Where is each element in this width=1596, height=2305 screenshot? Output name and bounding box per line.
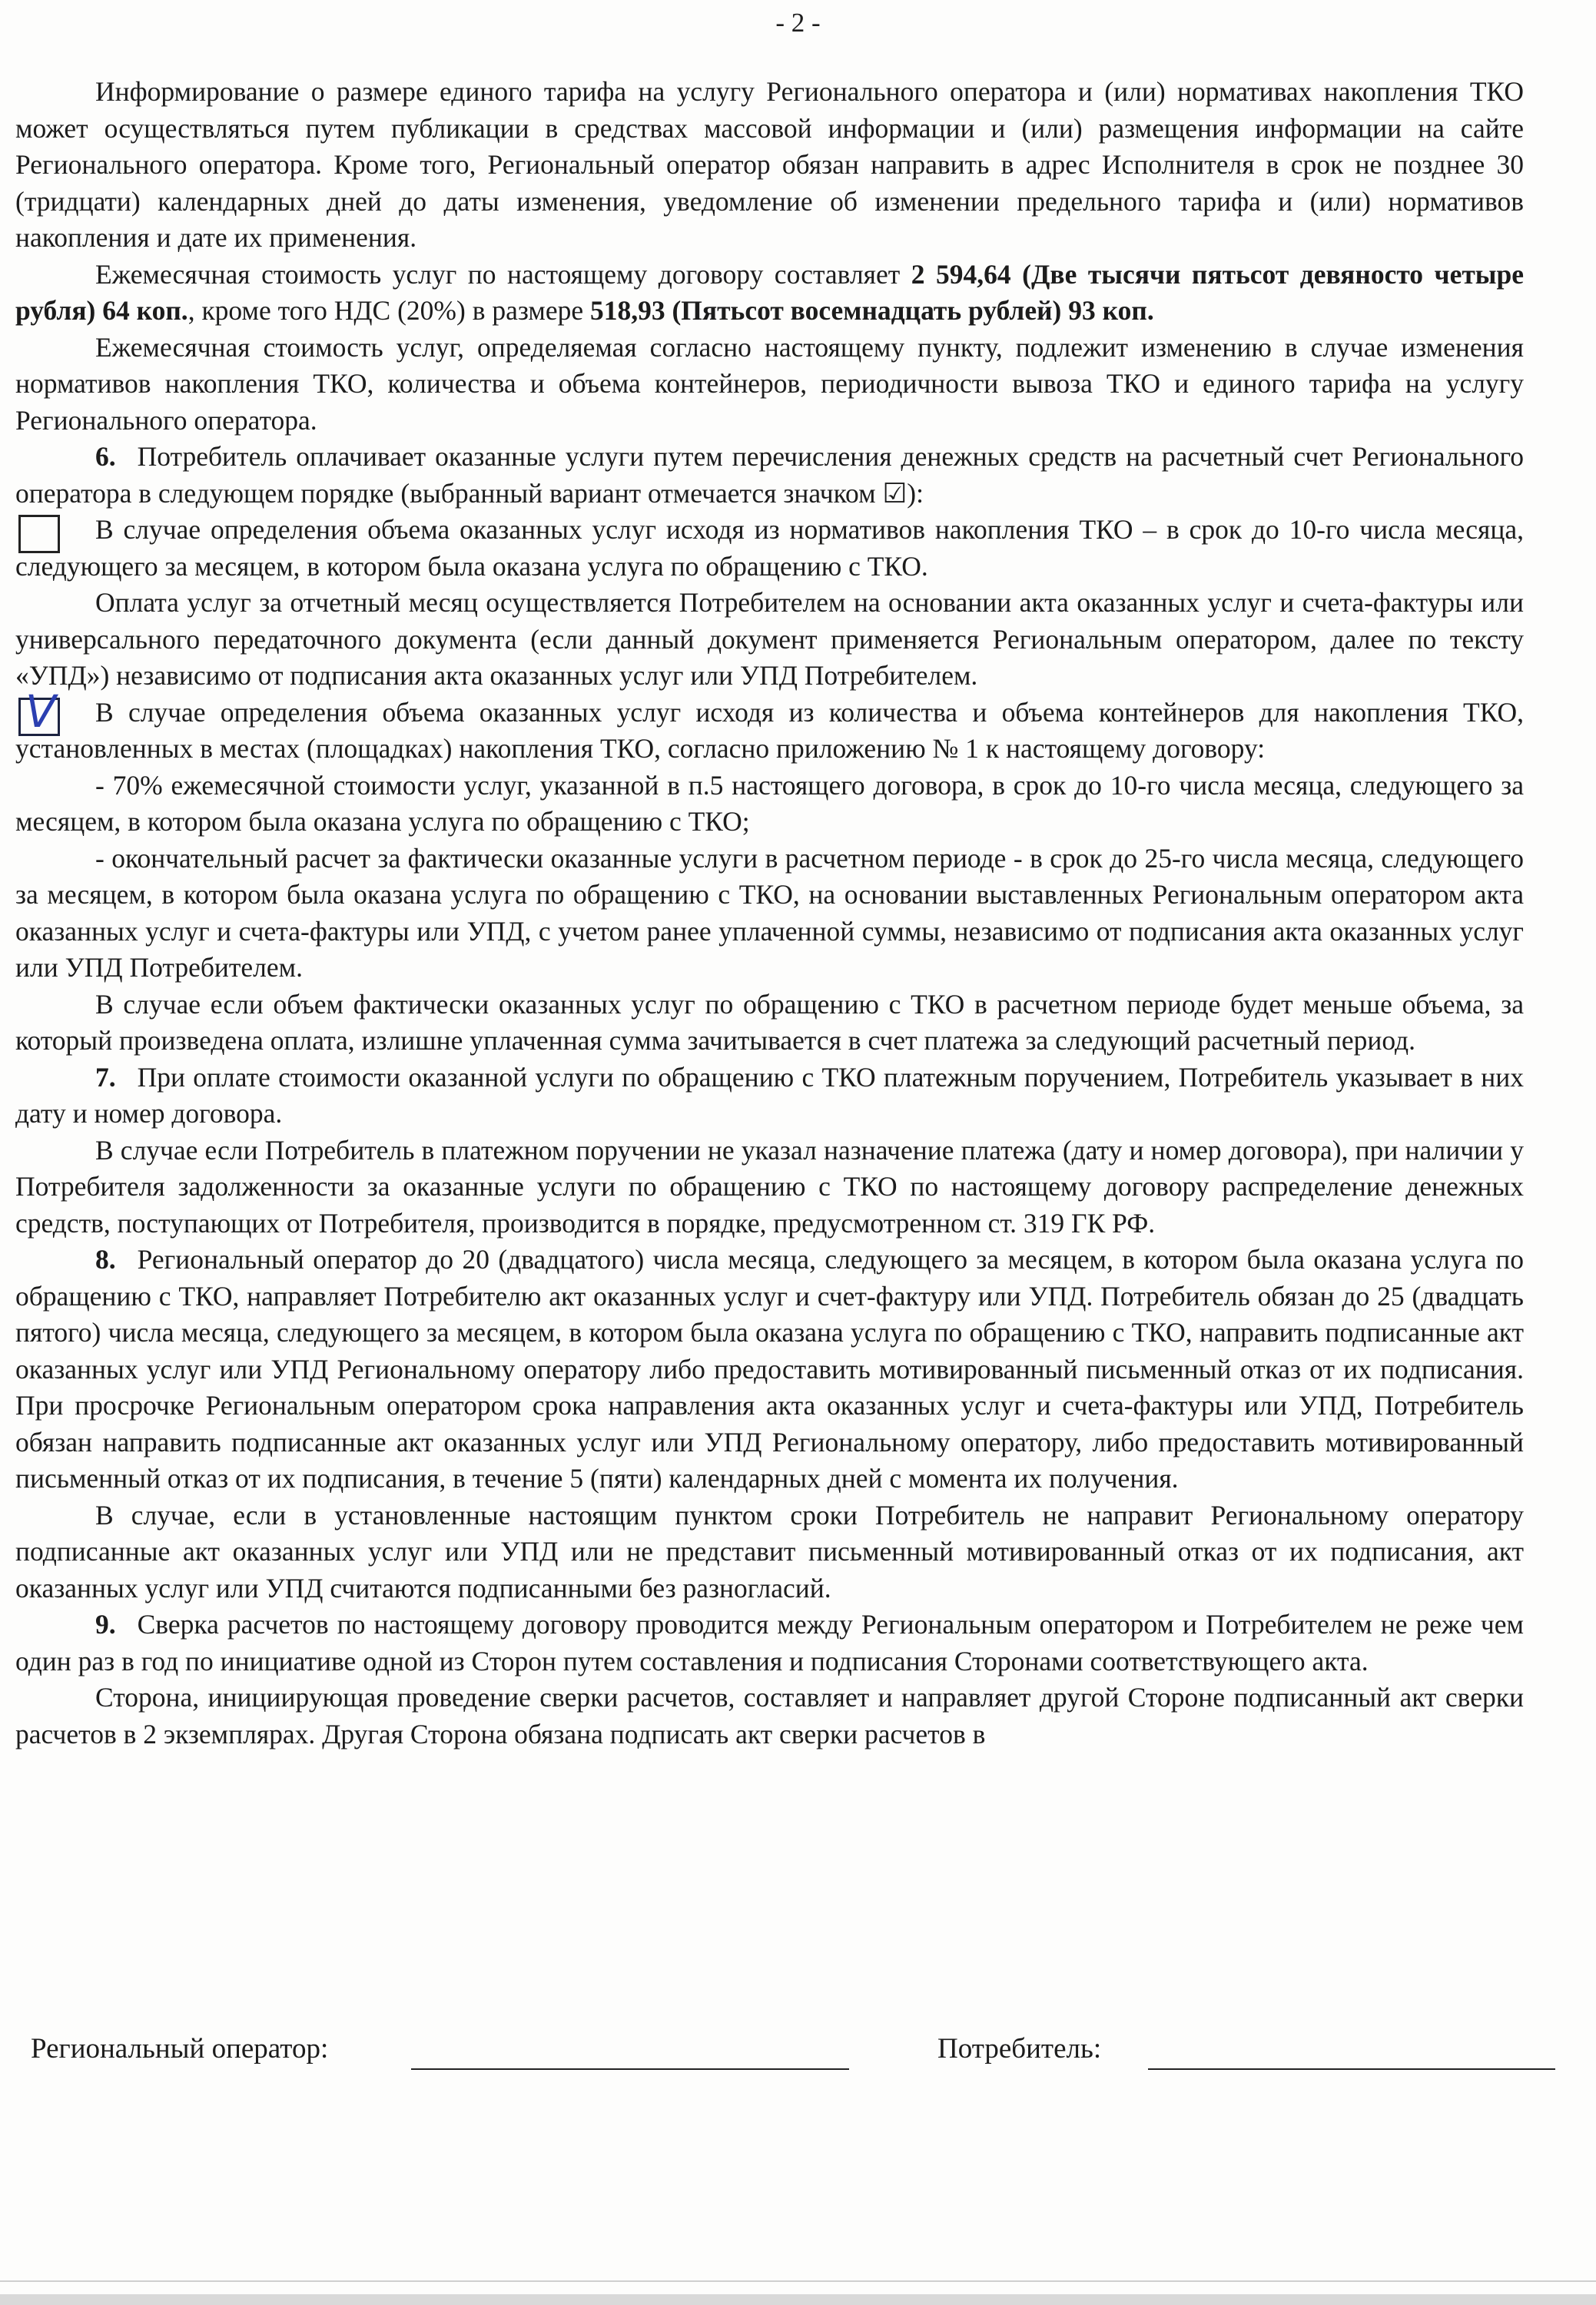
clause-6-number: 6. <box>95 441 116 472</box>
consumer-signature-line[interactable] <box>1148 2068 1555 2070</box>
option-containers <box>15 685 1524 768</box>
paragraph-overpayment: В случае если объем фактически оказанных услуг по обращению с ТКО в расчетном периоде будет меньше объема, за который произведена оплата, излишне уплаченная сумма зачитывается в счет платежа за следующий расчетный период. <box>15 988 1524 1056</box>
option-containers-text: В случае определения объема оказанных услуг исходя из количества и объема контейнеров для накопления ТКО, установленных в местах (площадках) накопления ТКО, согласно приложению № 1 к настоящему договору: <box>15 696 1524 764</box>
option-containers-item-1: - 70% ежемесячной стоимости услуг, указанной в п.5 настоящего договора, в срок до 10-го числа месяца, следующего за месяцем, в котором была оказана услуга по обращению с ТКО; <box>15 769 1524 837</box>
vat-text: , кроме того НДС (20%) в размере <box>187 295 590 326</box>
clause-9-number: 9. <box>95 1609 116 1640</box>
scan-edge <box>0 2294 1596 2305</box>
clause-9 <box>15 1607 1524 1680</box>
paragraph-tariff-info: Информирование о размере единого тарифа на услугу Регионального оператора и (или) нормативах накопления ТКО может осуществляться путем публикации в средствах массовой информации и (или) размещения информации на сайте Регионального оператора. Кроме того, Региональный оператор обязан направить в адрес Исполнителя в срок не позднее 30 (тридцати) календарных дней до даты изменения, уведомление об изменении предельного тарифа и (или) нормативов накопления и дате их применения. <box>15 76 1524 253</box>
document-body <box>15 74 1524 1753</box>
option-norms <box>15 512 1524 585</box>
paragraph-cost-change: Ежемесячная стоимость услуг, определяемая согласно настоящему пункту, подлежит изменению в случае изменения нормативов накопления ТКО, количества и объема контейнеров, периодичности вывоза ТКО и единого тарифа на услугу Регионального оператора. <box>15 331 1524 436</box>
paragraph-payment-basis: Оплата услуг за отчетный месяц осуществляется Потребителем на основании акта оказанных услуг и счета-фактуры или универсального передаточного документа (если данный документ применяется Региональным оператором, далее по тексту «УПД») независимо от подписания акта оказанных услуг или УПД Потребителем. <box>15 587 1524 691</box>
clause-6 <box>15 439 1524 512</box>
clause-7 <box>15 1060 1524 1133</box>
option-norms-checkbox[interactable] <box>18 515 60 553</box>
clause-7-text: При оплате стоимости оказанной услуги по обращению с ТКО платежным поручением, Потребитель указывает в них дату и номер договора. <box>15 1061 1524 1129</box>
option-containers-checkbox[interactable] <box>18 685 60 738</box>
operator-signature-label: Региональный оператор: <box>31 2033 329 2065</box>
paragraph-payment-distribution: В случае если Потребитель в платежном поручении не указал назначение платежа (дату и номер договора), при наличии у Потребителя задолженности за оказанные услуги по обращению с ТКО по настоящему договору распределение денежных средств, поступающих от Потребителя, производится в порядке, предусмотренном ст. 319 ГК РФ. <box>15 1134 1524 1239</box>
consumer-signature-label: Потребитель: <box>937 2033 1102 2065</box>
paragraph-monthly-cost <box>15 257 1524 330</box>
clause-8 <box>15 1242 1524 1497</box>
clause-8-text: Региональный оператор до 20 (двадцатого) числа месяца, следующего за месяцем, в котором была оказана услуга по обращению с ТКО, направляет Потребителю акт оказанных услуг и счет-фактуру или УПД. Потребитель обязан до 25 (двадцать пятого) числа месяца, следующего за месяцем, в котором была оказана услуга по обращению с ТКО, направить подписанные акт оказанных услуг или УПД Региональному оператору либо предоставить мотивированный письменный отказ от их подписания. При просрочке Региональным оператором срока направления акта оказанных услуг и счета-фактуры или УПД, Потребитель обязан направить подписанные акт оказанных услуг или УПД Региональному оператору, либо предоставить мотивированный письменный отказ от их подписания, в течение 5 (пяти) календарных дней с момента их получения. <box>15 1244 1524 1494</box>
clause-7-number: 7. <box>95 1061 116 1093</box>
handwritten-check-mark: V <box>25 685 56 738</box>
clause-8-number: 8. <box>95 1244 116 1275</box>
page-number: - 2 - <box>775 8 821 38</box>
operator-signature-line[interactable] <box>411 2068 849 2070</box>
paragraph-reconciliation: Сторона, инициирующая проведение сверки расчетов, составляет и направляет другой Стороне подписанный акт сверки расчетов в 2 экземплярах. Другая Сторона обязана подписать акт сверки расчетов в <box>15 1682 1524 1749</box>
scan-edge-line <box>0 2280 1596 2282</box>
monthly-cost-text: Ежемесячная стоимость услуг по настоящему договору составляет <box>95 258 911 290</box>
paragraph-deemed-signed: В случае, если в установленные настоящим пунктом сроки Потребитель не направит Региональному оператору подписанные акт оказанных услуг или УПД или не представит письменный мотивированный отказ от их подписания, акт оказанных услуг или УПД считаются подписанными без разногласий. <box>15 1499 1524 1604</box>
clause-6-text: Потребитель оплачивает оказанные услуги путем перечисления денежных средств на расчетный счет Регионального оператора в следующем порядке (выбранный вариант отмечается значком ☑): <box>15 441 1524 509</box>
clause-9-text: Сверка расчетов по настоящему договору проводится между Региональным оператором и Потребителем не реже чем один раз в год по инициативе одной из Сторон путем составления и подписания Сторонами соответствующего акта. <box>15 1609 1524 1677</box>
vat-amount: 518,93 (Пятьсот восемнадцать рублей) 93 коп. <box>589 295 1154 326</box>
option-containers-item-2: - окончательный расчет за фактически оказанные услуги в расчетном периоде - в срок до 25-го числа месяца, следующего за месяцем, в котором была оказана услуга по обращению с ТКО, на основании выставленных Региональным оператором акта оказанных услуг и счета-фактуры или УПД, с учетом ранее уплаченной суммы, независимо от подписания акта оказанных услуг или УПД Потребителем. <box>15 842 1524 983</box>
option-norms-text: В случае определения объема оказанных услуг исходя из нормативов накопления ТКО – в срок до 10-го числа месяца, следующего за месяцем, в котором была оказана услуга по обращению с ТКО. <box>15 514 1524 582</box>
monthly-cost-amount: 2 594,64 (Две тысячи пятьсот девяносто четыре рубля) 64 коп. <box>15 258 1524 326</box>
